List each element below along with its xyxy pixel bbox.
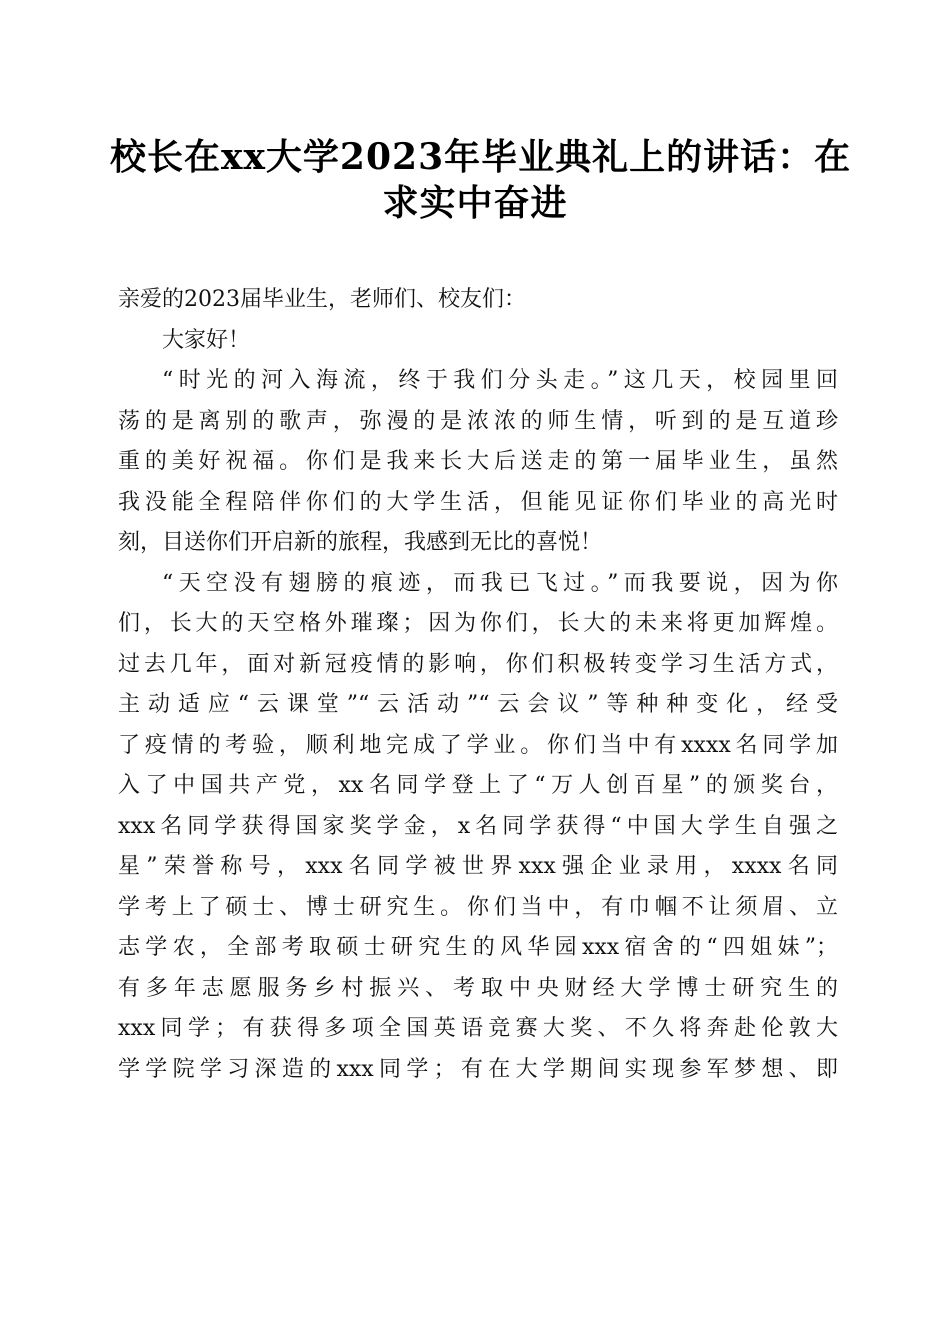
paragraph-2-line: 了疫情的考验，顺利地完成了学业。你们当中有xxxx名同学加 <box>118 732 838 758</box>
paragraph-2 <box>118 564 838 1091</box>
paragraph-2-line: “天空没有翅膀的痕迹，而我已飞过。”而我要说，因为你 <box>162 570 838 596</box>
paragraph-2-line: 学考上了硕士、博士研究生。你们当中，有巾帼不让须眉、立 <box>118 894 838 920</box>
title-line-2: 求实中奋进 <box>382 182 568 224</box>
paragraph-1-line: “时光的河入海流，终于我们分头走。”这几天，校园里回 <box>162 368 838 393</box>
paragraph-2-line: 星”荣誉称号，xxx名同学被世界xxx强企业录用，xxxx名同 <box>118 854 838 879</box>
paragraph-2-line: 入了中国共产党，xx名同学登上了“万人创百星”的颁奖台， <box>118 773 838 798</box>
paragraph-2-line: xxx同学；有获得多项全国英语竞赛大奖、不久将奔赴伦敦大 <box>118 1016 838 1041</box>
title-line-1: 校长在xx大学2023年毕业典礼上的讲话：在 <box>110 136 852 178</box>
paragraph-1-line: 刻，目送你们开启新的旅程，我感到无比的喜悦！ <box>118 530 603 555</box>
paragraph-2-line: 们，长大的天空格外璀璨；因为你们，长大的未来将更加辉煌。 <box>118 611 838 636</box>
document-body <box>118 280 838 1090</box>
paragraph-1 <box>118 361 838 564</box>
paragraph-2-line: 有多年志愿服务乡村振兴、考取中央财经大学博士研究生的 <box>118 975 838 1001</box>
paragraph-1-line: 荡的是离别的歌声，弥漫的是浓浓的师生情，听到的是互道珍 <box>118 408 838 434</box>
paragraph-2-line: 过去几年，面对新冠疫情的影响，你们积极转变学习生活方式， <box>118 651 838 677</box>
paragraph-1-line: 我没能全程陪伴你们的大学生活，但能见证你们毕业的高光时 <box>118 489 838 515</box>
document-title <box>110 134 852 226</box>
salutation-paragraph <box>118 280 838 321</box>
paragraph-2-line: 志学农，全部考取硕士研究生的风华园xxx宿舍的“四姐妹”； <box>118 935 838 960</box>
greeting: 大家好！ <box>162 327 251 353</box>
paragraph-2-line: xxx名同学获得国家奖学金，x名同学获得“中国大学生自强之 <box>118 813 838 839</box>
greeting-paragraph <box>118 321 838 362</box>
paragraph-1-line: 重的美好祝福。你们是我来长大后送走的第一届毕业生，虽然 <box>118 449 838 474</box>
paragraph-2-line: 学学院学习深造的xxx同学；有在大学期间实现参军梦想、即 <box>118 1056 838 1082</box>
salutation: 亲爱的2023届毕业生，老师们、校友们： <box>118 287 526 312</box>
paragraph-2-line: 主动适应“云课堂”“云活动”“云会议”等种种变化，经受 <box>118 692 838 717</box>
